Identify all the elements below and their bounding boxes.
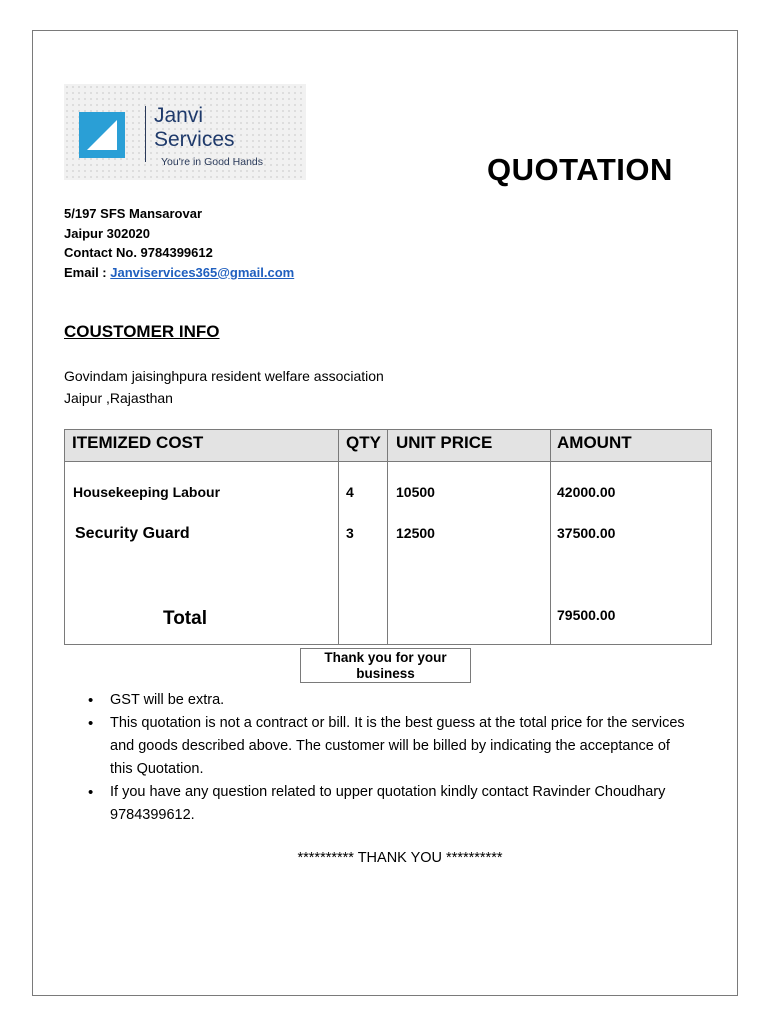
column-divider <box>387 430 388 644</box>
header-itemized-cost: ITEMIZED COST <box>72 433 204 452</box>
row-1-qty: 4 <box>346 484 354 500</box>
row-1-unit-price: 10500 <box>396 484 435 500</box>
note-contact: • If you have any question related to upper quotation kindly contact Ravinder Choudhary 9784399612. <box>86 781 686 827</box>
address-line-1: 5/197 SFS Mansarovar <box>64 206 203 221</box>
header-unit-price: UNIT PRICE <box>396 433 493 452</box>
header-qty: QTY <box>346 433 381 452</box>
thank-you-line-2: business <box>356 666 415 681</box>
itemized-cost-table <box>64 429 712 645</box>
logo-tagline: You're in Good Hands <box>161 156 264 168</box>
total-amount: 79500.00 <box>557 607 616 623</box>
note-quotation-disclaimer: • This quotation is not a contract or bill. It is the best guess at the total price for the services and goods described above. The customer will be billed by indicating the acceptance of this Quotation. <box>86 712 686 781</box>
email-link[interactable]: Janviservices365@gmail.com <box>110 264 295 280</box>
email-row <box>64 263 294 283</box>
column-divider <box>338 430 339 644</box>
address-line-2: Jaipur 302020 <box>64 225 151 241</box>
customer-location: Jaipur ,Rajasthan <box>64 389 173 406</box>
row-2-item: Security Guard <box>75 525 190 542</box>
document-title: QUOTATION <box>487 152 673 187</box>
customer-info-heading: COUSTOMER INFO <box>64 322 220 341</box>
logo-name-line1: Janvi <box>154 104 204 127</box>
closing-thank-you: ********** THANK YOU ********** <box>297 850 503 866</box>
logo-name-line2: Services <box>154 128 235 151</box>
header-divider <box>65 461 711 462</box>
company-info <box>64 204 294 282</box>
customer-name: Govindam jaisinghpura resident welfare association <box>64 368 384 384</box>
terms-list <box>86 689 686 827</box>
email-label: Email : <box>64 264 111 280</box>
column-divider <box>550 430 551 644</box>
row-2-unit-price: 12500 <box>396 525 435 541</box>
logo-divider <box>145 106 146 162</box>
logo-mark-icon <box>79 112 125 158</box>
customer-details <box>64 366 384 409</box>
company-logo <box>64 84 306 180</box>
contact-number: Contact No. 9784399612 <box>64 245 213 260</box>
row-2-qty: 3 <box>346 525 354 541</box>
thank-you-line-1: Thank you for your <box>324 650 447 665</box>
header-amount: AMOUNT <box>557 433 632 452</box>
row-2-amount: 37500.00 <box>557 525 616 541</box>
logo-name <box>154 104 235 152</box>
note-gst: • GST will be extra. <box>86 689 686 712</box>
total-label: Total <box>163 608 207 629</box>
row-1-amount: 42000.00 <box>557 484 616 500</box>
row-1-item: Housekeeping Labour <box>73 484 221 500</box>
thank-you-box <box>300 648 471 683</box>
